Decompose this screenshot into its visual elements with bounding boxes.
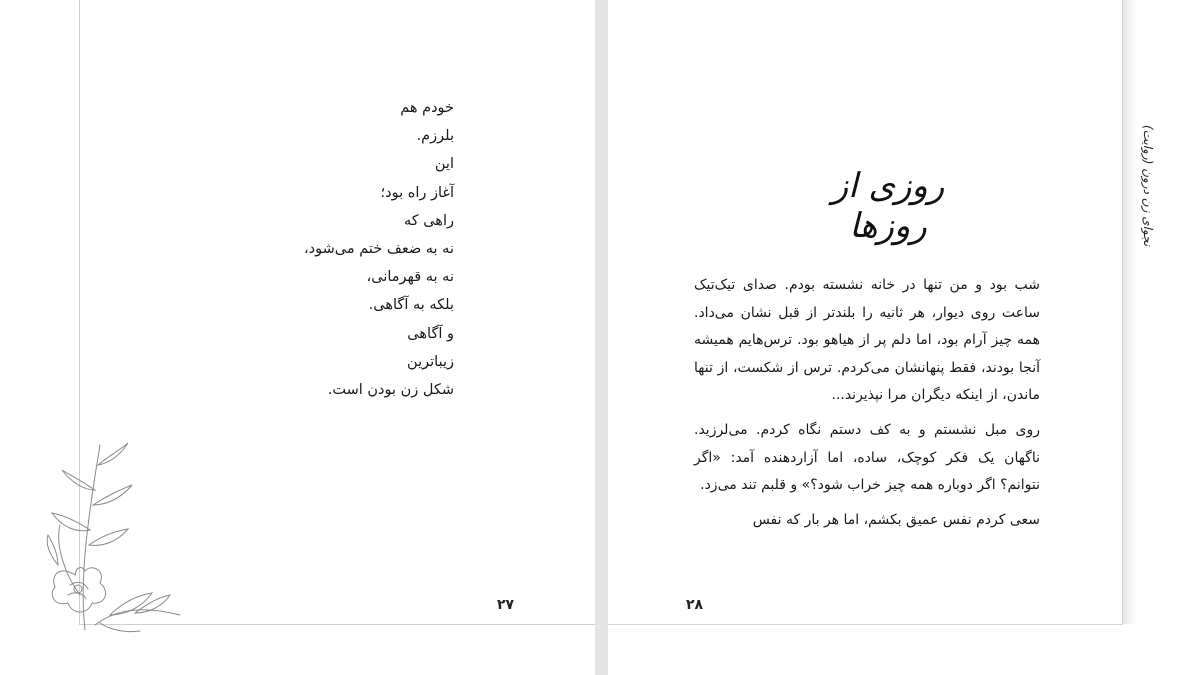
poem-line: زیباترین [407,353,454,370]
page-edge-shadow [1123,0,1137,624]
paragraph: سعی کردم نفس عمیق بکشم، اما هر بار که نفس [752,511,1040,528]
running-head: نجوای زن درون (روایت) [1141,125,1155,247]
poem-line: راهی که [403,212,454,229]
chapter-title: روزی از روزها [831,166,945,246]
page-number: ۲۷ [497,597,515,613]
poem-text [194,94,454,404]
paragraph: شب بود و من تنها در خانه نشسته بودم. صدای تیک‌تیک ساعت روی دیوار، هر ثانیه را بلندتر از قبل نشان می‌داد. همه چیز آرام بود، اما دلم پر از هیاهو بود. ترس‌هایم همیشه آنجا بودند، فقط پنهانشان می‌کردم. ترس از شکست، از تنها ماندن، از اینکه دیگران مرا نپذیرند... [694,277,1040,404]
page-number: ۲۸ [686,597,704,613]
poem-line: بلرزم. [416,128,454,145]
poem-line: شکل زن بودن است. [327,382,454,399]
poem-line: بلکه به آگاهی. [368,297,454,314]
right-page [608,0,1200,675]
poem-line: نه به ضعف ختم می‌شود، [304,241,454,258]
paragraph: روی مبل نشستم و به کف دستم نگاه کردم. می‌لرزید. ناگهان یک فکر کوچک، ساده، اما آزاردهنده آمد: «اگر نتوانم؟ اگر دوباره همه چیز خراب شود؟» و قلبم تند می‌زد. [694,421,1040,494]
poem-line: این [434,156,454,173]
poem-line: آغاز راه بود؛ [380,184,454,201]
poem-line: خودم هم [400,100,454,116]
floral-corner-ornament [40,435,200,635]
chapter-body [694,272,1040,541]
page-border-bottom [608,624,1123,625]
book-gutter [595,0,608,675]
poem-line: و آگاهی [407,325,454,342]
poem-line: نه به قهرمانی، [366,269,454,286]
left-page [0,0,595,675]
